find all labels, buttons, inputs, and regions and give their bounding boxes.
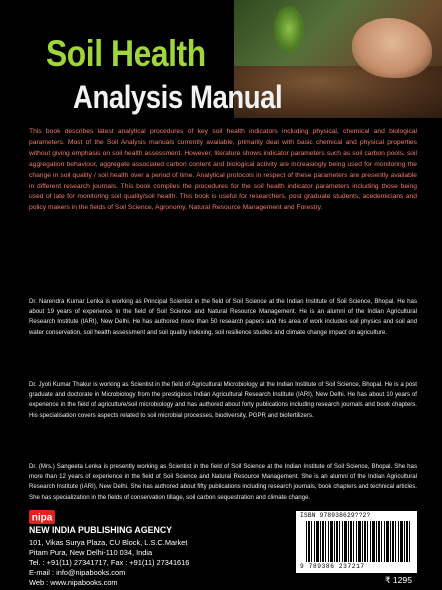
logo-text: nipa [31, 512, 53, 524]
plant-sprout [274, 6, 304, 52]
barcode-bars [306, 521, 410, 562]
author-bio-narendra: Dr. Narendra Kumar Lenka is working as Principal Scientist in the field of Soil Science at the Indian Institute of Soil Science, Bhopal. He has about 19 years of experience in the field of Soil Science and Natural Resource Management. He is an alumni of the Indian Agricultural Research Institute (IARI), New Delhi. He has authored more than 50 research papers and his area of work includes soil physics and soil and water conservation, soil health assessment and soil quality indexing, soil resilience studies and climate change impact on agriculture. [29, 298, 417, 336]
price-label: ₹ 1295 [385, 575, 412, 585]
author-bio-sangeeta: Dr. (Mrs.) Sangeeta Lenka is presently working as Scientist in the field of Soil Science at the Indian Institute of Soil Science, Bhopal. She has more than 12 years of experience in the field of Soil Science and Natural Resource Management. She is an alumni of the Indian Agricultural Research Institute (IARI), New Delhi. She has authored about fifty publications including research journals, book chapters and technical articles. She has specialization in the fields of conservation tillage, soil carbon sequestration and climate change. [29, 463, 417, 501]
author-bio-jyoti: Dr. Jyoti Kumar Thakur is working as Scientist in the field of Agricultural Microbiology at the Indian Institute of Soil Science, Bhopal. He is a post graduate and doctorate in Microbiology from the prestigious Indian Agricultural Research Institute (IARI), New Delhi. He has about 10 years of experience in the field of agriculture/soil microbiology and has authored about forty publications including research journals and book chapters. His specialisation covers aspects related to soil microbial processes, biodiversity, PGPR and biofertilizers. [29, 381, 417, 419]
isbn-barcode [296, 511, 417, 573]
book-title-line2: Analysis Manual [73, 79, 283, 115]
nipa-logo-icon [29, 510, 55, 524]
publisher-address-2: Pitam Pura, New Delhi-110 034, India [29, 548, 153, 557]
publisher-email: E-mail : info@nipabooks.com [29, 568, 126, 577]
isbn-label: ISBN 978938629??2? [300, 512, 371, 519]
publisher-phone: Tel. : +91(11) 27341717, Fax : +91(11) 27341616 [29, 558, 190, 567]
publisher-website: Web : www.nipabooks.com [29, 578, 118, 587]
publisher-name: NEW INDIA PUBLISHING AGENCY [29, 525, 173, 535]
publisher-address-1: 101, Vikas Surya Plaza, CU Block, L.S.C.Market [29, 538, 188, 547]
book-description: This book describes latest analytical procedures of key soil health indicators including physical, chemical and biological parameters. Most of the Soil Analysis manuals currently available, primarily deal with basic chemical and physical properties without giving emphasis on soil health assessment. However, literature shows indicator parameters such as soil carbon pools, soil aggregation behaviour, aggregate associated carbon content and biological activity are increasingly being used for monitoring the change in soil quality / soil health over a period of time. Analytical protocols in respect of these parameters are presently available in different research journals. This book compiles the procedures for the soil health indicator parameters including those being used of late for monitoring soil quality/soil health. This book is useful for researchers, post graduate students, acedemicians and policy makers in the fields of Soil Science, Agronomy, Natural Resource Management and Forestry. [29, 128, 417, 212]
book-title-line1: Soil Health [46, 33, 206, 74]
hand-holding-soil [352, 18, 432, 78]
barcode-digits: 9 789386 237217 [300, 563, 365, 570]
